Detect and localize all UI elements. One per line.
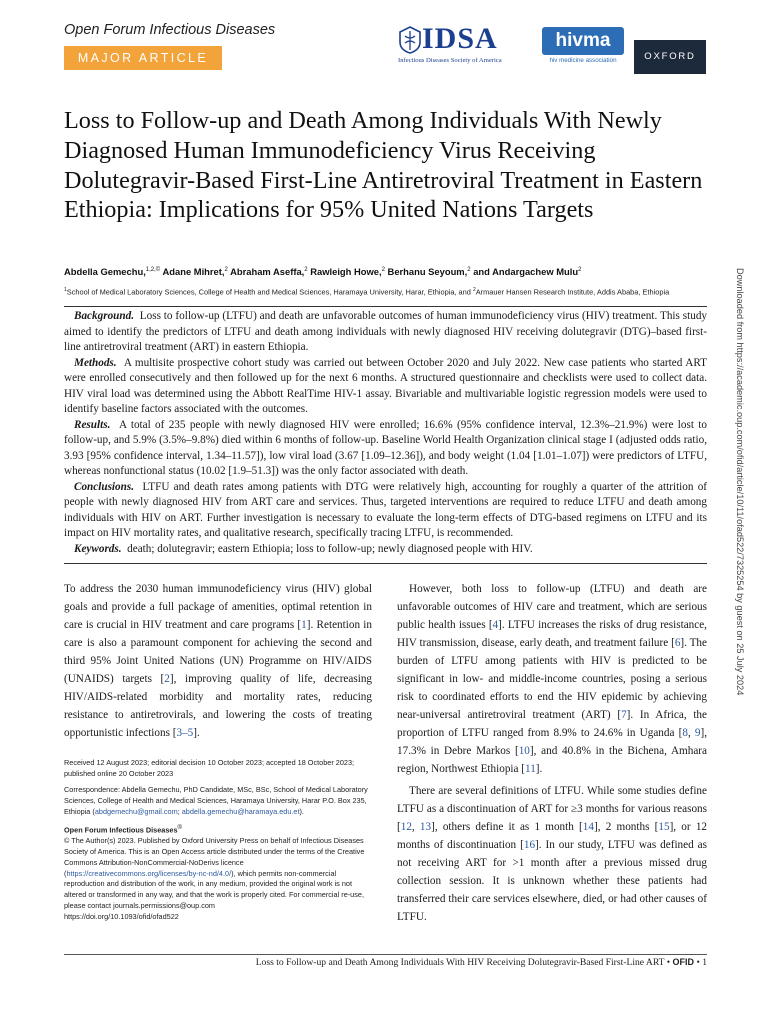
download-watermark-text: Downloaded from https://academic.oup.com/ofid/article/10/11/ofad522/7325254 by guest on 25 July 2024 [735, 268, 745, 696]
citation-link[interactable]: 10 [518, 745, 530, 757]
idsa-logo[interactable] [398, 22, 536, 68]
correspondence [64, 785, 374, 818]
author-name: Rawleigh Howe, [310, 266, 382, 277]
copyright-notice [64, 836, 374, 912]
footer-bullet: • [666, 957, 671, 968]
author-name: Adane Mihret, [162, 266, 225, 277]
abstract-bottom-rule [64, 563, 707, 564]
doi[interactable]: https://doi.org/10.1093/ofid/ofad522 [64, 912, 179, 922]
paragraph-text: ], 17.3% in Debre Markos [ [397, 727, 708, 757]
body-column-right [397, 580, 707, 926]
author-affiliation-marker: 2 [467, 266, 471, 273]
abstract-keywords [64, 542, 707, 558]
citation-link[interactable]: 9 [694, 727, 701, 739]
idsa-logo-text: IDSA [422, 22, 498, 55]
footer-bullet: • [696, 957, 700, 968]
citation-link[interactable]: 4 [492, 619, 499, 631]
paragraph-text: ]. The burden of LTFU among patients with HIV is predicted to be significant in low- and middle-income countries, posing a serious risk to coordinated efforts to end the HIV epidemic by achieving near-universal antiretroviral treatment (ART) [ [397, 637, 707, 721]
article-title: Loss to Follow-up and Death Among Individuals With Newly Diagnosed Human Immunodeficiency Virus Receiving Dolutegravir-Based First-Line Antiretroviral Treatment in Eastern Ethiopia: Implications for 95% United Nations Targets [64, 107, 703, 224]
paragraph-text: , [687, 727, 695, 739]
correspondence-text: ). [299, 806, 304, 816]
paragraph-text: ], improving quality of life, decreasing HIV/AIDS-related morbidity and mortality rates, reducing resistance to antiretrovirals, and lowering the costs of treating opportunistic infections [ [64, 673, 373, 739]
author-affiliation-marker: 2 [381, 266, 385, 273]
author-name: and Andargachew Mulu [473, 266, 579, 277]
citation-link[interactable]: 16 [523, 839, 536, 851]
running-footer [256, 957, 707, 968]
body-paragraph [397, 782, 707, 926]
abstract-top-rule [64, 306, 707, 307]
journal-line-text: Open Forum Infectious Diseases [64, 824, 178, 834]
paragraph-text: ], 2 months [ [593, 821, 659, 833]
abstract-conclusions-label: Conclusions. [74, 480, 135, 493]
author-affiliation-marker: 1,2,© [145, 266, 161, 273]
email-separator: ; [177, 806, 182, 816]
affiliation-text: Armauer Hansen Research Institute, Addis Ababa, Ethiopia [475, 287, 670, 297]
abstract-methods-label: Methods. [74, 356, 117, 369]
abstract-conclusions-text: LTFU and death rates among patients with DTG were relatively high, accounting for roughly a quarter of the attrition of people with newly diagnosed HIV from ART care and services. Thus, targeted interventions are required to reduce LTFU and death among individuals with HIV on ART. Further investigation is necessary to evaluate the long-term effects of DTG-based regimens on LTFU and its impact on HIV mortality rates, and qualitative research, specifically tracing LTFU, is recommended. [64, 480, 708, 539]
hivma-logo-text: hivma [542, 27, 624, 55]
abstract-keywords-text: death; dolutegravir; eastern Ethiopia; loss to follow-up; newly diagnosed people with HIV. [127, 542, 533, 555]
citation-link[interactable]: 13 [419, 821, 432, 833]
affiliations [64, 287, 724, 296]
affiliation-marker: 1 [64, 287, 67, 293]
abstract-results-text: A total of 235 people with newly diagnosed HIV were enrolled; 16.6% (95% confidence interval, 12.3%–21.9%) were lost to follow-up, and 5.9% (3.5%–9.8%) died within 6 months of follow-up. Baseline World Health Organization clinical stage I (adjusted odds ratio, 3.93 [95% confidence interval, 1.34–11.57]), low viral load (3.67 [1.09–12.36]), and body weight (1.04 [1.01–1.07]) were predictors of LTFU, whereas nonfunctional status (10.02 [1.9–51.3]) was the only factor associated with death. [64, 418, 708, 477]
paragraph-text: ], or 12 months of discontinuation [ [397, 821, 708, 851]
body-column-left [64, 580, 372, 742]
email-link[interactable]: abdella.gemechu@haramaya.edu.et [181, 806, 300, 816]
correspondence-text: Correspondence: Abdella Gemechu, PhD Candidate, MSc, BSc, School of Medical Laboratory Sciences, College of Health and Medical Sciences, Haramaya University, Harar P.O. Box 235, Ethiopia ( [64, 784, 368, 816]
paragraph-text: ], others define it as 1 month [ [431, 821, 583, 833]
license-link[interactable]: https://creativecommons.org/licenses/by-nc-nd/4.0/ [66, 868, 232, 878]
idsa-emblem-icon [398, 26, 422, 54]
author-name: Abdella Gemechu, [64, 266, 146, 277]
abstract-results-label: Results. [74, 418, 111, 431]
abstract [64, 309, 707, 557]
abstract-keywords-label: Keywords. [74, 542, 122, 555]
page-number: 1 [702, 957, 707, 968]
paragraph-text: , [411, 821, 420, 833]
body-paragraph [64, 580, 372, 742]
oxford-logo[interactable]: OXFORD [634, 40, 706, 74]
abstract-background [64, 309, 707, 356]
running-title: Loss to Follow-up and Death Among Individuals With HIV Receiving Dolutegravir-Based First-Line ART [255, 957, 665, 968]
idsa-logo-subtitle: Infectious Diseases Society of America [398, 57, 502, 64]
article-info-box [64, 758, 374, 928]
paragraph-text: ]. In our study, LTFU was defined as not receiving ART for >1 month after a previous missed drug collection session. It is unknown whether these patients had transferred their care services elsewhere, died, or had other causes of LTFU. [397, 839, 707, 923]
paragraph-text: However, both loss to follow-up (LTFU) and death are unfavorable outcomes of HIV care and treatment, which are serious public health issues [ [397, 583, 707, 631]
citation-link[interactable]: 3–5 [176, 727, 194, 739]
footer-rule [64, 954, 707, 955]
citation-link[interactable]: 2 [164, 673, 170, 685]
paragraph-text: ], and 40.8% in the Bichena, Amhara region, Northwest Ethiopia [ [397, 745, 707, 775]
body-paragraph [397, 580, 707, 778]
author-affiliation-marker: 2 [224, 266, 228, 273]
email-link[interactable]: abdgemechu@gmail.com [94, 806, 178, 816]
copyright-text: ), which permits non-commercial reproduction and distribution of the work, in any medium, provided the original work is not altered or transformed in any way, and that the work is properly cited. For commercial re-use, please contact journals.permissions@oup.com [64, 868, 364, 911]
hivma-logo-subtitle: hiv medicine association [549, 57, 617, 64]
paragraph-text: ]. [535, 763, 543, 775]
article-type-badge: MAJOR ARTICLE [64, 46, 222, 70]
affiliation-text: School of Medical Laboratory Sciences, College of Health and Medical Sciences, Haramaya University, Harar, Ethiopia, and [66, 287, 473, 297]
citation-link[interactable]: 6 [674, 637, 681, 649]
abstract-methods-text: A multisite prospective cohort study was carried out between October 2020 and July 2022. New case patients who started ART were enrolled consecutively and then followed up for the next 6 months. A structured questionnaire and checklists were used to collect data. HIV viral load was determined using the Abbott RealTime HIV-1 assay. Bivariable and multivariable logistic regression models were used to identify baseline factors associated with the outcomes. [64, 356, 708, 415]
citation-link[interactable]: 8 [682, 727, 688, 739]
abstract-background-text: Loss to follow-up (LTFU) and death are unfavorable outcomes of human immunodeficiency virus (HIV) treatment. This study aimed to identify the predictors of LTFU and death among individuals with newly diagnosed HIV receiving dolutegravir (DTG)–based first-line antiretroviral treatment (ART) in eastern Ethiopia. [64, 310, 708, 353]
citation-link[interactable]: 1 [301, 619, 307, 631]
author-name: Berhanu Seyoum, [387, 266, 468, 277]
citation-link[interactable]: 15 [658, 821, 670, 833]
download-watermark [731, 268, 745, 828]
author-affiliation-marker: 2 [578, 266, 582, 273]
author-list [64, 266, 714, 277]
journal-line [64, 823, 374, 836]
received-dates: Received 12 August 2023; editorial decision 10 October 2023; accepted 18 October 2023; published online 20 October 2023 [64, 758, 355, 778]
abstract-methods [64, 356, 707, 418]
citation-link[interactable]: 12 [400, 821, 412, 833]
abstract-background-label: Background. [74, 310, 134, 322]
abstract-conclusions [64, 480, 707, 542]
paragraph-text: ]. Retention in care is also a paramount component for achieving the second and third 95% Joint United Nations (UN) Programme on HIV/AIDS (UNAIDS) targets [ [64, 619, 372, 685]
citation-link[interactable]: 14 [582, 821, 594, 833]
affiliation-marker: 2 [472, 287, 476, 293]
paragraph-text: There are several definitions of LTFU. While some studies define LTFU as a discontinuation of ART for ≥3 months for various reasons [ [397, 785, 707, 833]
paragraph-text: ]. [193, 727, 200, 739]
paragraph-text: To address the 2030 human immunodeficiency virus (HIV) global goals and provide a full package of amenities, optimal retention in care is crucial in HIV treatment and care programs [ [64, 583, 372, 631]
citation-link[interactable]: 11 [525, 763, 536, 775]
registered-mark: ® [177, 823, 183, 831]
journal-name: Open Forum Infectious Diseases [64, 22, 276, 38]
paragraph-text: ]. LTFU increases the risks of drug resistance, HIV transmission, disease, early death, and treatment failure [ [397, 619, 707, 649]
author-name: Abraham Aseffa, [230, 266, 305, 277]
abstract-results [64, 418, 707, 480]
author-affiliation-marker: 2 [304, 266, 308, 273]
paragraph-text: ]. In Africa, the proportion of LTFU ranged from 8.9% to 24.6% in Uganda [ [397, 709, 707, 739]
copyright-text: © The Author(s) 2023. Published by Oxford University Press on behalf of Infectious Diseases Society of America. This is an Open Access article distributed under the terms of the Creative Commons Attribution-NonCommercial-NoDerivs licence ( [64, 835, 365, 878]
citation-link[interactable]: 7 [621, 709, 627, 721]
hivma-logo[interactable] [540, 27, 626, 67]
journal-abbrev: OFID [672, 957, 695, 967]
